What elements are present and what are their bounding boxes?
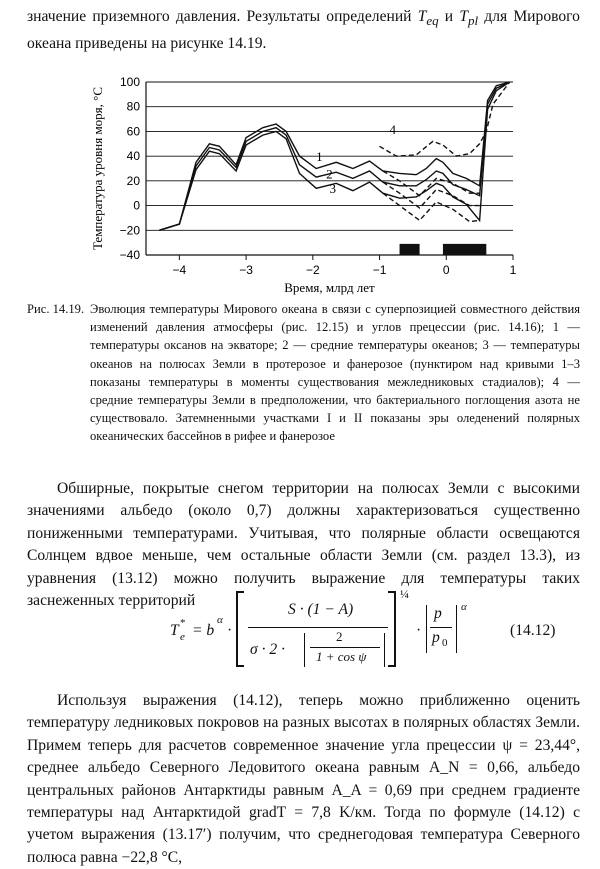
main-fraction-bar (248, 627, 388, 628)
teq-symbol: T (417, 8, 427, 25)
series-line-4 (380, 82, 510, 156)
curve-label-3: 3 (329, 181, 336, 197)
figure-caption (27, 300, 580, 446)
bracket-left (236, 591, 238, 667)
x-tick-label: 1 (509, 263, 517, 277)
formula-lhs-sub: e (180, 631, 185, 643)
p-fraction-bar (430, 627, 452, 628)
x-tick-label: −3 (239, 263, 253, 277)
formula-alpha-2: α (461, 601, 467, 613)
top-paragraph (27, 6, 580, 55)
caption-label: Рис. 14.19. (27, 302, 85, 316)
curve-label-1: 1 (316, 149, 323, 165)
y-tick-label: 100 (119, 75, 140, 89)
bracket-right-top (388, 591, 396, 593)
temperature-chart (80, 72, 530, 302)
tpl-subscript: pl (468, 13, 479, 29)
paren-right (384, 633, 385, 667)
top-text-1: значение приземного давления. Результаты определений (27, 8, 418, 25)
y-tick-label: 0 (133, 198, 140, 213)
bracket-right-bottom (388, 665, 396, 667)
formula-lhs: T (170, 622, 179, 639)
formula-p0: p (432, 629, 440, 646)
formula-p: p (434, 605, 442, 622)
y-tick-label: 60 (126, 124, 140, 139)
formula-numerator: S · (1 − A) (288, 601, 354, 618)
curve-label-2: 2 (326, 166, 333, 182)
x-tick-label: −2 (305, 263, 320, 277)
equation-number: (14.12) (510, 622, 556, 639)
paren-left (304, 633, 305, 667)
bracket-left-bottom (236, 665, 244, 667)
formula-lhs-sup: * (180, 617, 186, 629)
formula-p0-sub: 0 (442, 637, 448, 649)
paragraph-2: Обширные, покрытые снегом территории на полюсах Земли с высокими значениями альбедо (около 0,7) должны характеризоваться существенно пониженными температурами. Учитывая, что полярные области освещаются Солнцем вдвое меньше, чем остальные области Земли (см. раздел 13.3), из уравнения (13.12) можно получить выражение для температуры таких заснеженных территорий (27, 480, 580, 610)
y-tick-label: 20 (126, 173, 140, 188)
y-tick-label: 40 (126, 149, 140, 164)
top-text-and: и (438, 8, 460, 25)
x-tick-label: 0 (442, 263, 450, 277)
formula-eq-b: = b (192, 622, 215, 639)
glacial-era-bar (443, 244, 486, 255)
inner-fraction-bar (310, 647, 380, 648)
top-text-2: для Мирового океана приведены на рисунке 14.19. (27, 8, 580, 52)
pfrac-paren-left (426, 605, 427, 653)
formula-dot-2: · (416, 622, 422, 639)
bracket-left-top (236, 591, 244, 593)
y-tick-label: 80 (126, 99, 140, 114)
formula-inner-num: 2 (336, 629, 343, 644)
y-tick-label: −40 (119, 248, 140, 262)
formula-denominator: σ · 2 · (250, 641, 285, 658)
glacial-era-bar (400, 244, 420, 255)
y-tick-label: −20 (119, 223, 140, 238)
paragraph-3: Используя выражения (14.12), теперь можно приближенно оценить температуру ледниковых покровов на разных высотах в полярных областях Земли. Примем теперь для расчетов современное значение угла прецессии ψ = 23,44°, среднее альбедо Северного Ледовитого океана равным A_N = 0,66, альбедо центральных районов Антарктиды равным A_A = 0,69 при среднем градиенте температуры над Антарктидой gradT = 7,8 K/км. Тогда по формуле (14.12) с учетом выражения (13.17′) получим, что среднегодовая температура Северного полюса равна −22,8 °C, (27, 692, 580, 866)
formula-inner-den: 1 + cos ψ (316, 649, 367, 664)
y-axis-label: Температура уровня моря, °C (90, 86, 105, 251)
x-tick-label: −4 (172, 263, 187, 277)
pfrac-paren-right (456, 605, 457, 653)
x-axis-label: Время, млрд лет (284, 280, 375, 295)
formula-dot: · (227, 622, 233, 639)
tpl-symbol: T (459, 8, 468, 25)
formula-alpha: α (217, 614, 223, 626)
curve-label-4: 4 (389, 121, 397, 137)
bracket-right (394, 591, 396, 667)
x-tick-label: −1 (372, 263, 387, 277)
formula-outer-exp: ¼ (400, 587, 409, 601)
caption-text: Эволюция температуры Мирового океана в связи с суперпозицией совместного действия изменений давления атмосферы (рис. 12.15) и углов прецессии (рис. 14.16); 1 — температуры оксанов на экваторе; 2 — средние температуры океанов; 3 — температуры океанов на полюсах Земли в протерозое и фанерозое (пунктиром над кривыми 1–3 показаны температуры в моменты существования межледниковых стадиалов); 4 — средние температуры Земли в предположении, что бактериального поглощения азота не существовало. Затемненными участками I и II показаны эры оледенений полярных океанических бассейнов в рифее и фанерозое (90, 302, 580, 444)
teq-subscript: eq (426, 13, 439, 29)
